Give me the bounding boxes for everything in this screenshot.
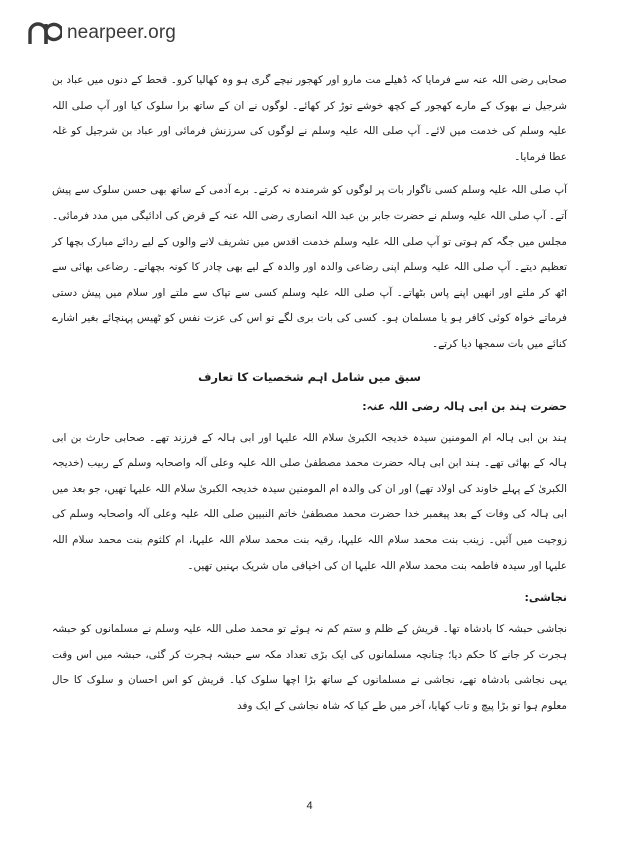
page-content xyxy=(52,68,567,727)
hind-paragraph: ہند بن ابی ہالہ ام المومنین سیدہ خدیجہ الکبریٰ سلام اللہ علیہا اور ابی ہالہ کے فرزند تھے۔ صحابی حارث بن ابی ہالہ کے بھائی تھے۔ ہند ابن ابی ہالہ حضرت محمد مصطفیٰ صلی اللہ علیہ وعلی آلہ واصحابہ وسلم کے ربیب (خدیجہ الکبریٰ کے پہلے خاوند کی اولاد تھے) اور ان کی والدہ ام المومنین سیدہ خدیجہ الکبریٰ سلام اللہ علیہا تھیں، جو بعد میں ابی ہالہ کی وفات کے بعد پیغمبر خدا حضرت محمد مصطفیٰ خاتم النبیین صلی اللہ علیہ وعلی آلہ واصحابہ وسلم کی زوجیت میں آئیں۔ زینب بنت محمد سلام اللہ علیہا، رقیہ بنت محمد سلام اللہ علیہا، ام کلثوم بنت محمد سلام اللہ علیہا اور سیدہ فاطمہ بنت محمد سلام اللہ علیہا ان کی اخیافی ماں شریک بہنیں تھیں۔ xyxy=(52,431,567,572)
np-logo-icon xyxy=(26,20,62,46)
brand-name: nearpeer.org xyxy=(67,22,176,43)
najashi-paragraph: نجاشی حبشہ کا بادشاہ تھا۔ قریش کے ظلم و ستم کم نہ ہوئے تو محمد صلی اللہ علیہ وسلم نے مسلمانوں کو حبشہ ہجرت کر جانے کا حکم دیا؛ چنانچہ مسلمانوں کی ایک بڑی تعداد مکہ سے حبشہ ہجرت کر گئی، حبشہ میں اس وقت یہی نجاشی بادشاہ تھے، نجاشی نے مسلمانوں کے ساتھ بڑا اچھا سلوک کیا۔ قریش کو اس احسان و سلوک کا حال معلوم ہوا تو بڑا پیچ و تاب کھایا، آخر میں طے کیا کہ شاہ نجاشی کے ایک وفد xyxy=(52,623,567,712)
page-number: 4 xyxy=(306,800,313,812)
najashi-subheading: نجاشی: xyxy=(524,591,567,605)
hind-subheading: حضرت ہند بن ابی ہالہ رضی اللہ عنہ: xyxy=(362,399,567,413)
section-heading: سبق میں شامل اہم شخصیات کا تعارف xyxy=(198,369,421,384)
brand-logo[interactable] xyxy=(26,20,176,46)
manners-paragraph: آپ صلی اللہ علیہ وسلم کسی ناگوار بات پر لوگوں کو شرمندہ نہ کرتے۔ برے آدمی کے ساتھ بھی حسن سلوک سے پیش آتے۔ آپ صلی اللہ علیہ وسلم نے حضرت جابر بن عبد اللہ انصاری رضی اللہ عنہ کے قرض کی ادائیگی میں مدد فرمائی۔ مجلس میں جگہ کم ہوتی تو آپ صلی اللہ علیہ وسلم خدمت اقدس میں تشریف لانے والوں کے لیے ردائے مبارک بچھا کر تعظیم دیتے۔ آپ صلی اللہ علیہ وسلم اپنی رضاعی والدہ اور والدہ کے لیے بھی چادر کا کونہ بچھاتے۔ رضاعی بھائی سے اٹھ کر ملتے اور انھیں اپنے پاس بٹھاتے۔ آپ صلی اللہ علیہ وسلم کسی سے تپاک سے ملتے اور سلام میں پیش دستی فرماتے خواہ کوئی کافر ہو یا مسلمان ہو۔ کسی کی بات بری لگے تو اس کی عزت نفس کو ٹھیس پہنچائے بغیر اشارے کنائے میں بات سمجھا دیا کرتے۔ xyxy=(52,184,567,350)
intro-paragraph: صحابی رضی اللہ عنہ سے فرمایا کہ ڈھیلے مت مارو اور کھجور نیچے گری ہو وہ کھالیا کرو۔ قحط کے دنوں میں عباد بن شرجیل نے بھوک کے مارے کھجور کے کچھ خوشے توڑ کر کھائے۔ لوگوں نے ان کے ساتھ برا سلوک کیا اور آپ صلی اللہ علیہ وسلم کی خدمت میں لائے۔ آپ صلی اللہ علیہ وسلم نے لوگوں کی سرزنش فرمائی اور عباد بن شرجیل کو غلہ عطا فرمایا۔ xyxy=(52,74,567,163)
